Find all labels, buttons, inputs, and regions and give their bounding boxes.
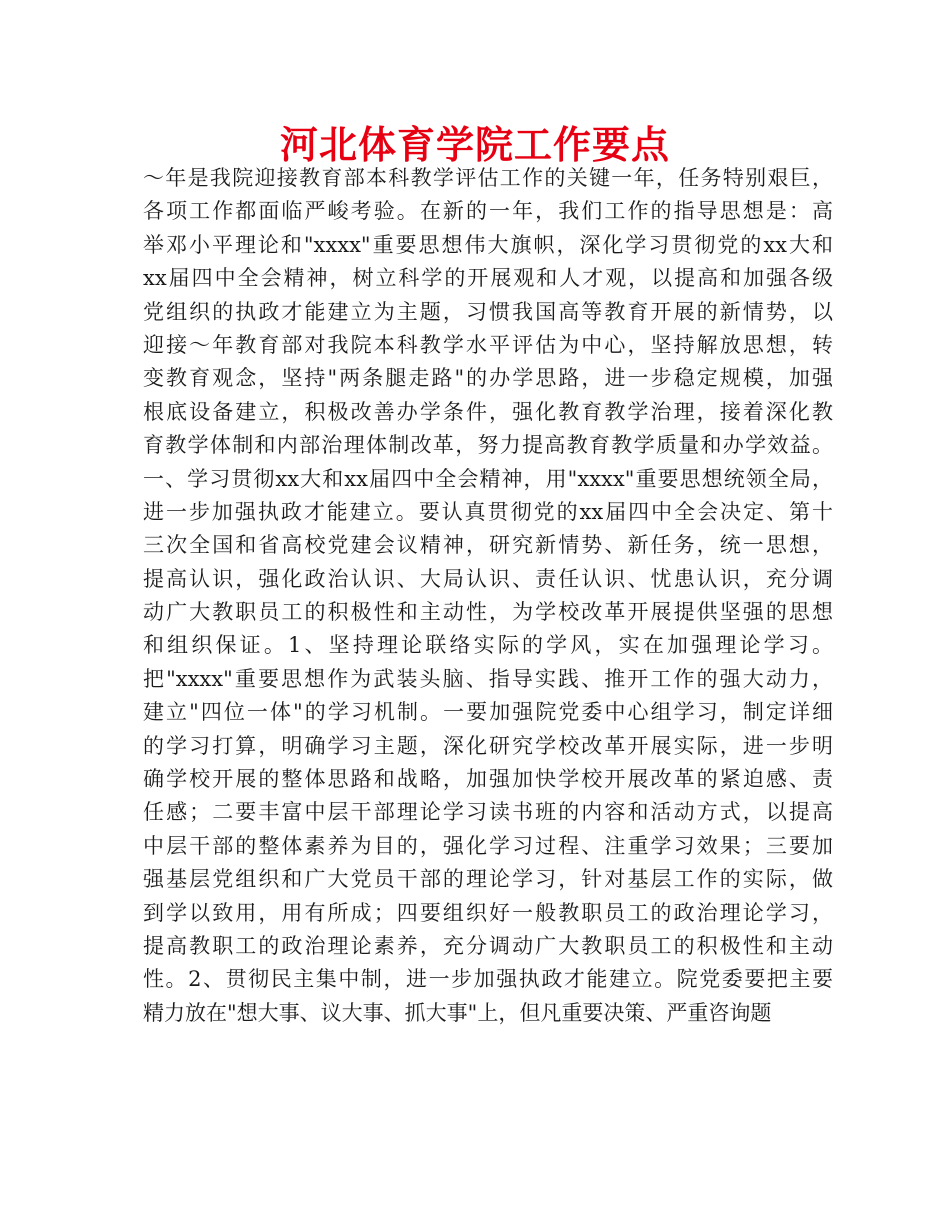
body-line: 各项工作都面临严峻考验。在新的一年，我们工作的指导思想是：高: [143, 199, 833, 224]
body-line: 进一步加强执政才能建立。要认真贯彻党的xx届四中全会决定、第十: [143, 499, 833, 524]
body-line: 把"xxxx"重要思想作为武装头脑、指导实践、推开工作的强大动力，: [143, 666, 833, 691]
body-line: 精力放在"想大事、议大事、抓大事"上，但凡重要决策、严重咨询题: [143, 1000, 772, 1025]
body-line: 变教育观念，坚持"两条腿走路"的办学思路，进一步稳定规模，加强: [143, 366, 833, 391]
body-line: 的学习打算，明确学习主题，深化研究学校改革开展实际，进一步明: [143, 733, 833, 758]
body-line: xx届四中全会精神，树立科学的开展观和人才观，以提高和加强各级: [143, 266, 833, 291]
body-line: 迎接～年教育部对我院本科教学水平评估为中心，坚持解放思想，转: [143, 332, 833, 357]
body-line: ～年是我院迎接教育部本科教学评估工作的关键一年，任务特别艰巨，: [143, 166, 833, 190]
body-line: 提高教职工的政治理论素养，充分调动广大教职员工的积极性和主动: [143, 933, 833, 958]
body-line: 到学以致用，用有所成；四要组织好一般教职员工的政治理论学习，: [143, 900, 833, 925]
body-line: 确学校开展的整体思路和战略，加强加快学校开展改革的紧迫感、责: [143, 767, 833, 792]
body-line: 育教学体制和内部治理体制改革，努力提高教育教学质量和办学效益。: [143, 433, 833, 458]
body-line: 中层干部的整体素养为目的，强化学习过程、注重学习效果；三要加: [143, 833, 833, 858]
body-line: 性。2、贯彻民主集中制，进一步加强执政才能建立。院党委要把主要: [143, 967, 833, 992]
body-line: 一、学习贯彻xx大和xx届四中全会精神，用"xxxx"重要思想统领全局，: [143, 466, 833, 491]
body-line: 任感；二要丰富中层干部理论学习读书班的内容和活动方式，以提高: [143, 800, 833, 825]
body-line: 和组织保证。1、坚持理论联络实际的学风，实在加强理论学习。: [143, 633, 833, 658]
body-line: 建立"四位一体"的学习机制。一要加强院党委中心组学习，制定详细: [143, 700, 833, 725]
document-title: 河北体育学院工作要点: [279, 123, 670, 167]
body-line: 强基层党组织和广大党员干部的理论学习，针对基层工作的实际，做: [143, 867, 833, 892]
body-line: 提高认识，强化政治认识、大局认识、责任认识、忧患认识，充分调: [143, 566, 833, 591]
body-line: 根底设备建立，积极改善办学条件，强化教育教学治理，接着深化教: [143, 399, 833, 424]
body-line: 党组织的执政才能建立为主题，习惯我国高等教育开展的新情势，以: [143, 299, 833, 324]
body-line: 三次全国和省高校党建会议精神，研究新情势、新任务，统一思想，: [143, 533, 833, 558]
body-line: 动广大教职员工的积极性和主动性，为学校改革开展提供坚强的思想: [143, 600, 833, 625]
document-body: [143, 162, 833, 1030]
body-line: 举邓小平理论和"xxxx"重要思想伟大旗帜，深化学习贯彻党的xx大和: [143, 232, 833, 257]
